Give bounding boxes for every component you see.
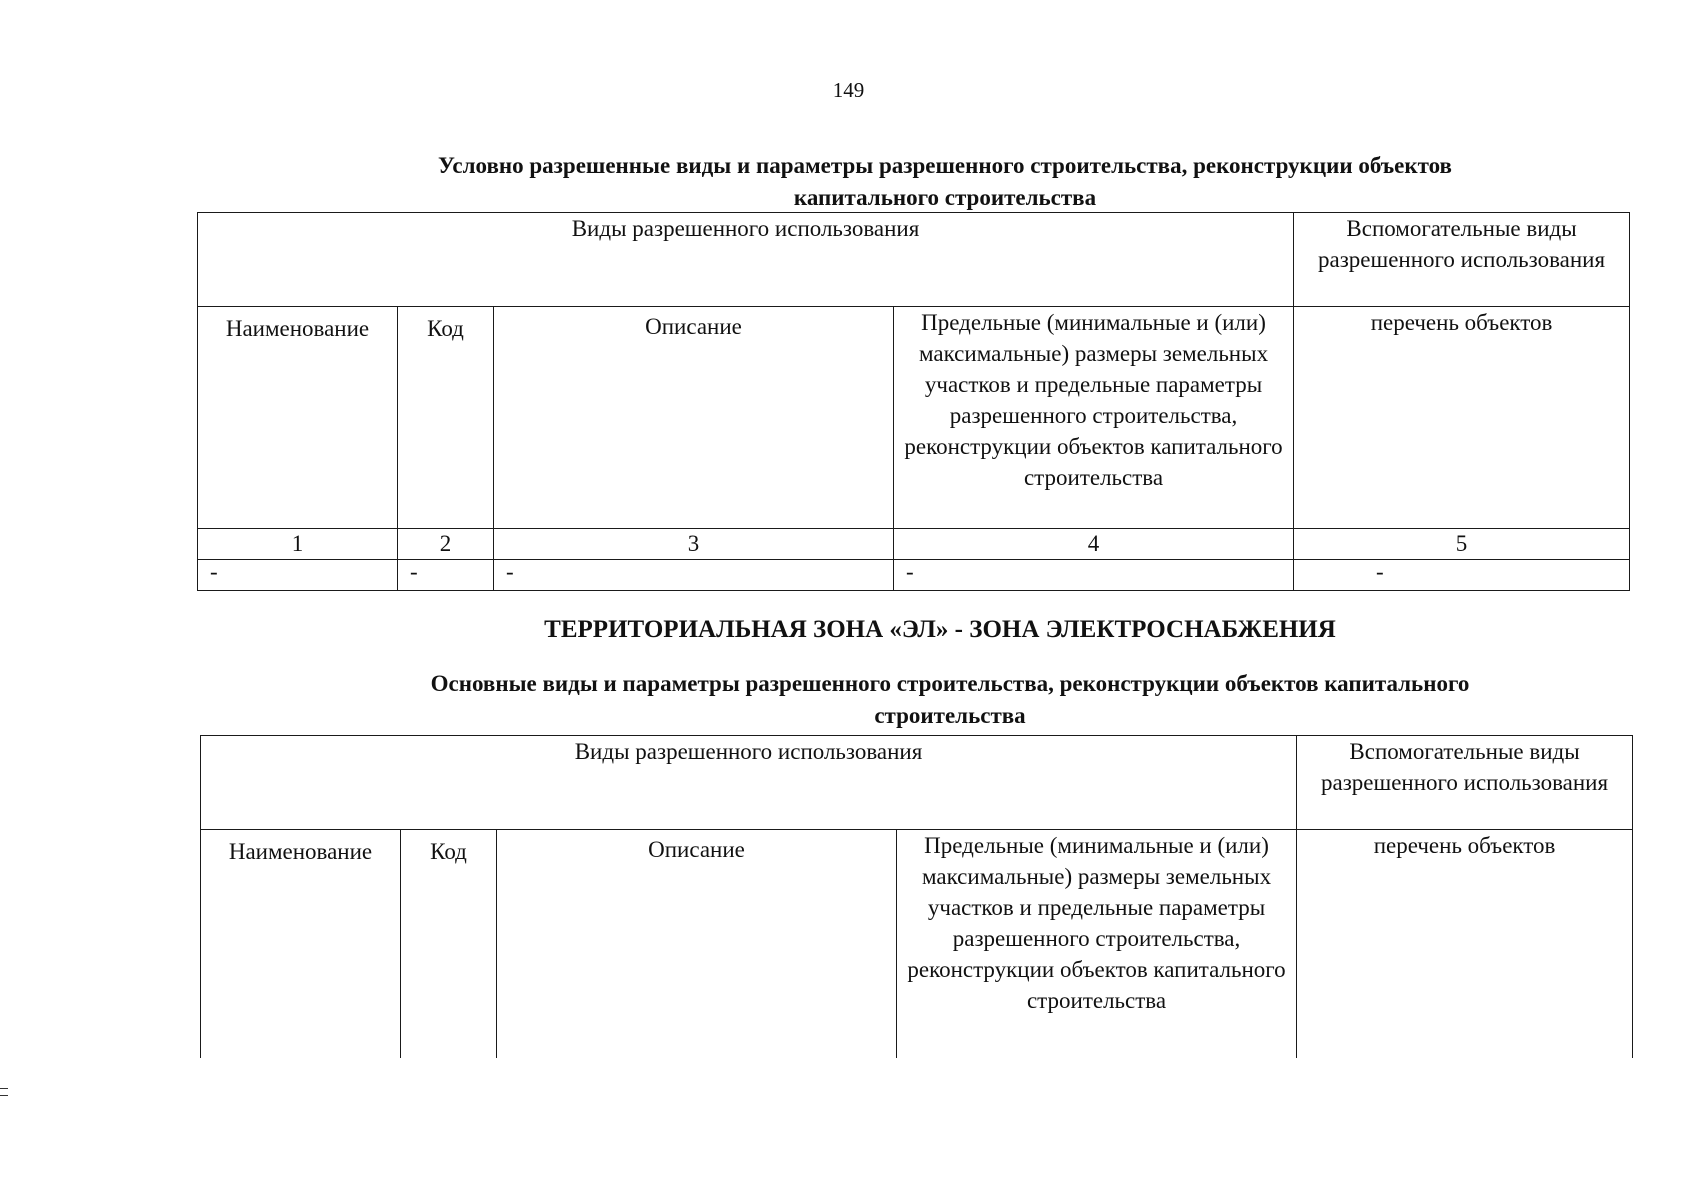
data-cell-description: - <box>494 560 894 591</box>
conditional-uses-table <box>197 212 1630 591</box>
table-row <box>198 560 1630 591</box>
page-number: 149 <box>832 78 865 102</box>
table-row <box>198 307 1630 529</box>
table-row <box>201 830 1633 1058</box>
column-number-1: 1 <box>198 529 398 560</box>
table-row <box>201 736 1633 830</box>
group-header-cell: Виды разрешенного использования <box>198 213 1294 307</box>
section2-title-line1: Основные виды и параметры разрешенного строительства, реконструкции объектов капитального <box>430 671 1470 696</box>
data-cell-limits: - <box>894 560 1294 591</box>
column-header-code: Код <box>401 830 497 1058</box>
column-number-3: 3 <box>494 529 894 560</box>
zone-title: ТЕРРИТОРИАЛЬНАЯ ЗОНА «ЭЛ» - ЗОНА ЭЛЕКТРОСНАБЖЕНИЯ <box>544 616 1336 643</box>
section1-title-line2: капитального строительства <box>793 185 1097 210</box>
aux-header-cell: Вспомогательные виды разрешенного использования <box>1294 213 1630 307</box>
column-header-name: Наименование <box>198 307 398 529</box>
column-header-limits: Предельные (минимальные и (или) максимальные) размеры земельных участков и предельные параметры разрешенного строительства, реконструкции объектов капитального строительства <box>897 830 1297 1058</box>
column-number-4: 4 <box>894 529 1294 560</box>
section1-title <box>340 150 1550 214</box>
data-cell-name: - <box>198 560 398 591</box>
main-uses-table <box>200 735 1633 1058</box>
column-number-5: 5 <box>1294 529 1630 560</box>
table-row <box>198 213 1630 307</box>
column-header-description: Описание <box>494 307 894 529</box>
section1-title-line1: Условно разрешенные виды и параметры разрешенного строительства, реконструкции объектов <box>438 153 1452 178</box>
aux-header-cell: Вспомогательные виды разрешенного использования <box>1297 736 1633 830</box>
section2-title-line2: строительства <box>874 703 1026 728</box>
column-header-name: Наименование <box>201 830 401 1058</box>
column-header-objects: перечень объектов <box>1297 830 1633 1058</box>
column-header-code: Код <box>398 307 494 529</box>
column-header-objects: перечень объектов <box>1294 307 1630 529</box>
column-number-2: 2 <box>398 529 494 560</box>
group-header-cell: Виды разрешенного использования <box>201 736 1297 830</box>
column-header-limits: Предельные (минимальные и (или) максимальные) размеры земельных участков и предельные параметры разрешенного строительства, реконструкции объектов капитального строительства <box>894 307 1294 529</box>
section2-title <box>330 668 1570 732</box>
table-row <box>198 529 1630 560</box>
column-header-description: Описание <box>497 830 897 1058</box>
scan-artifact <box>0 1088 8 1096</box>
data-cell-objects: - <box>1294 560 1630 591</box>
data-cell-code: - <box>398 560 494 591</box>
